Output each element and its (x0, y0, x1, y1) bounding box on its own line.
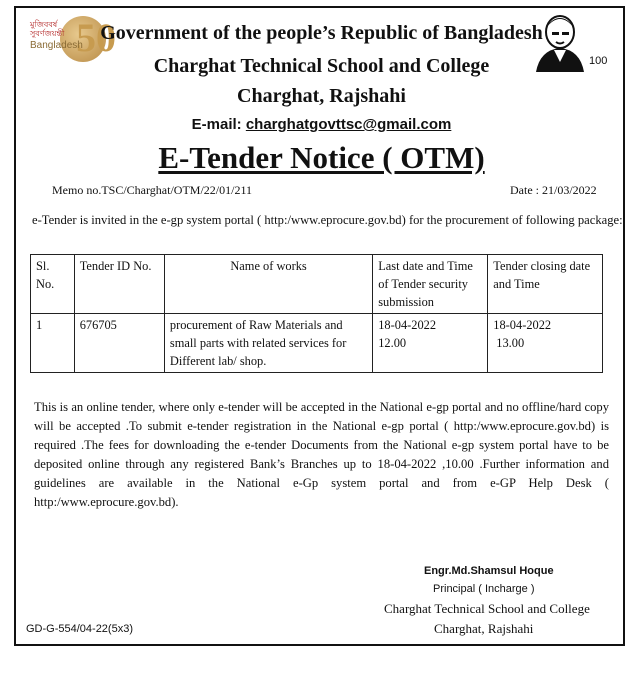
tender-table (30, 254, 603, 373)
table-row (31, 314, 603, 373)
cell-tender-id: 676705 (74, 314, 164, 373)
signatory-place: Charghat, Rajshahi (434, 621, 534, 636)
cell-work: procurement of Raw Materials and small parts with related services for Different lab/ shop. (164, 314, 372, 373)
header-government: Government of the people’s Republic of Bangladesh (100, 22, 543, 44)
signatory-name: Engr.Md.Shamsul Hoque (424, 565, 554, 577)
logo-text-bn: মুজিববর্ষ সুবর্ণজয়ন্তী (30, 20, 65, 38)
last-time: 12.00 (378, 336, 407, 350)
logo-number: 50 (76, 15, 116, 60)
body-paragraph: This is an online tender, where only e-tender will be accepted in the National e-gp portal and no offline/hard copy will be accepted .To submit e-tender registration in the National e-gp portal ( http:/www.eprocure.gov.bd) is required .The fees for downloading the e-tender Documents from the National e-gp system portal have to be deposited online through any registered Bank’s Branches up to 18-04-2022 ,10.00 .Further information and guidelines are available in the National e-Gp system portal and from e-GP Help Desk ( http:/www.eprocure.gov.bd). (34, 400, 609, 509)
gd-code: GD-G-554/04-22(5x3) (26, 623, 133, 635)
notice-title-text: E-Tender Notice ( OTM) (158, 140, 485, 175)
header-institution: Charghat Technical School and College (153, 55, 490, 77)
header-email (0, 116, 643, 133)
col-header-last-date: Last date and Time of Tender security submission (373, 255, 488, 314)
header-location: Charghat, Rajshahi (237, 85, 406, 107)
memo-number: Memo no.TSC/Charghat/OTM/22/01/211 (52, 183, 252, 197)
portrait-badge-text: 100 (589, 55, 608, 67)
last-date: 18-04-2022 (378, 318, 437, 332)
cell-last-date (373, 314, 488, 373)
closing-time: 13.00 (496, 336, 525, 350)
table-header-row (31, 255, 603, 314)
signatory-institution: Charghat Technical School and College (384, 601, 590, 616)
col-header-closing-date: Tender closing date and Time (488, 255, 603, 314)
signatory-role: Principal ( Incharge ) (433, 583, 535, 595)
cell-closing-date (488, 314, 603, 373)
col-header-tender-id: Tender ID No. (74, 255, 164, 314)
closing-date: 18-04-2022 (493, 318, 552, 332)
email-address[interactable]: charghatgovttsc@gmail.com (245, 116, 452, 133)
notice-title (0, 140, 643, 176)
cell-sl: 1 (31, 314, 75, 373)
col-header-sl: Sl. No. (31, 255, 75, 314)
notice-date: Date : 21/03/2022 (510, 183, 597, 197)
logo-text: Bangladesh (30, 40, 83, 51)
col-header-works: Name of works (164, 255, 372, 314)
intro-text: e-Tender is invited in the e-gp system portal ( http:/www.eprocure.gov.bd) for the procurement of following package: (32, 213, 623, 227)
email-label: E-mail: (191, 116, 246, 133)
